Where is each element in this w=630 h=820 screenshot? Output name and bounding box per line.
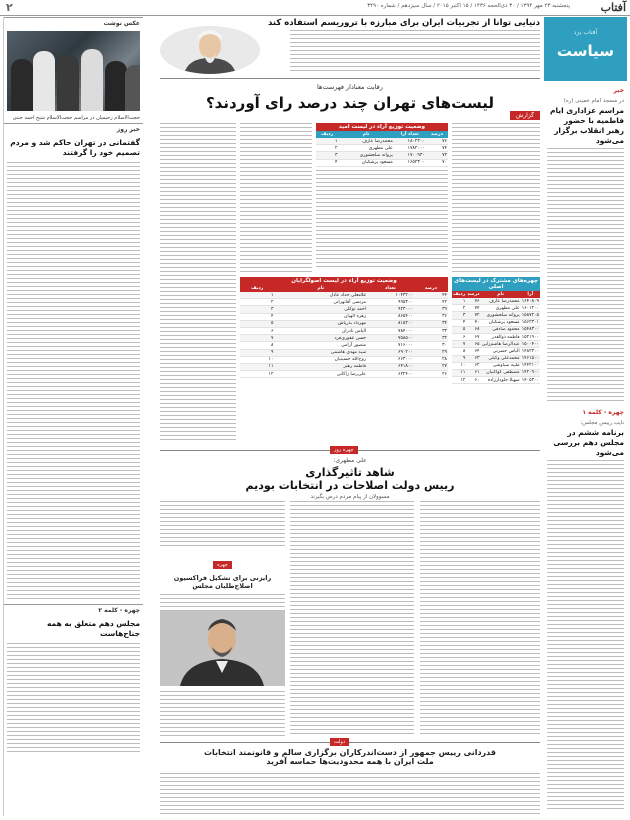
- table-cell: ۷۴: [466, 305, 480, 312]
- table-cell: ۱۴۰۵۳۰۰: [521, 377, 539, 383]
- table-cell: ۷۶: [466, 298, 480, 305]
- table-row: [316, 145, 448, 152]
- table-cell: ۱۴۲۰۹۰۰: [521, 370, 539, 376]
- table-cell: علی مطهری: [338, 145, 393, 152]
- feature-column-3: [240, 123, 312, 273]
- table-cell: ۴: [452, 319, 466, 326]
- table-principlists-title: وضعیت توزیع آراء در لیست اصولگرایان: [240, 277, 448, 285]
- table-header-cell: ردیف: [316, 131, 338, 138]
- table-row: [316, 138, 448, 145]
- roz-body-text: [7, 162, 140, 602]
- news2-label: چهره - کلمه ۱: [582, 409, 624, 416]
- table-cell: ۹: [240, 349, 274, 356]
- table-cell: سهیلا جلودارزاده: [481, 377, 521, 384]
- table-cell: ۵: [452, 326, 466, 333]
- table-cell: الیاس نادران: [274, 327, 367, 334]
- feature-kicker: رقابت معنادار فهرست‌ها: [317, 83, 383, 91]
- table-cell: ۸۱۵۲۰۰: [367, 320, 414, 327]
- table-row: [240, 320, 448, 327]
- table-cell: ۷: [452, 341, 466, 348]
- pullquote-tag: چهره: [213, 561, 232, 569]
- table-row: [452, 298, 540, 305]
- table-cell: ۶۳: [466, 355, 480, 362]
- table-cell: مصطفی کواکبیان: [481, 369, 521, 376]
- table-cell: ۶۲۲۴۰۰: [367, 371, 414, 378]
- table-row: [240, 292, 448, 299]
- table-cell: ۷۰: [466, 319, 480, 326]
- feature-column-4: [160, 123, 236, 443]
- table-row: [240, 371, 448, 378]
- table-cell: ۴۴: [414, 292, 448, 299]
- news-label: خبر: [613, 87, 624, 94]
- table-row: [452, 369, 540, 376]
- table-cell: ۹۹۵۳۰۰: [367, 299, 414, 306]
- table-principlists: [240, 277, 448, 378]
- table-row: [316, 152, 448, 159]
- table-cell: زهره الهیان: [274, 313, 367, 320]
- bottom-headline[interactable]: مجلس دهم متعلق به همه جناح‌هاست: [47, 619, 140, 638]
- table-common-title: چهره‌های مشترک در لیست‌های اصلی: [452, 277, 540, 291]
- table-cell: ۱: [240, 292, 274, 299]
- news-body-text: [547, 148, 624, 403]
- table-row: [316, 159, 448, 166]
- interview-headline-1[interactable]: شاهد تاثیرگذاری: [305, 466, 395, 479]
- table-cell: پروانه سلحشوری: [481, 312, 521, 319]
- table-omid-text: [316, 170, 448, 270]
- table-cell: ۶۱: [466, 369, 480, 376]
- table-cell: ۲: [452, 305, 466, 312]
- table-cell: مهرداد بذرپاش: [274, 320, 367, 327]
- table-cell: ۶۴: [466, 348, 480, 355]
- table-cell: ۴: [240, 313, 274, 320]
- bottom-body-text: [7, 643, 140, 753]
- table-row: [240, 299, 448, 306]
- masthead: [0, 0, 630, 16]
- table-row: [452, 333, 540, 340]
- table-cell: ۲۹: [414, 349, 448, 356]
- table-row: [452, 362, 540, 369]
- table-cell: ۳: [452, 312, 466, 319]
- table-cell: فاطمه ذوالقدر: [481, 333, 521, 340]
- interview-author: علی مطهری:: [333, 457, 367, 464]
- table-cell: ۱۲: [452, 377, 466, 384]
- table-header-cell: درصد: [426, 131, 448, 138]
- table-header-cell: ردیف: [453, 292, 466, 297]
- news-headline[interactable]: مراسم عزاداری ایام فاطمیه با حضور رهبر انقلاب برگزار می‌شود: [549, 106, 624, 145]
- table-cell: علی مطهری: [481, 305, 521, 312]
- table-cell: ۱۰: [240, 356, 274, 363]
- table-header-cell: نام: [481, 291, 521, 298]
- table-cell: فاطمه رهبر: [274, 363, 367, 370]
- table-cell: ۲۶: [414, 371, 448, 378]
- interview-column-3-top: [160, 501, 285, 547]
- government-headline-1[interactable]: قدردانی رییس جمهور از دست‌اندرکاران برگزاری سالم و قانونمند انتخابات: [203, 748, 497, 757]
- table-header-cell: تعداد آرا: [394, 131, 426, 138]
- interview-headline-2[interactable]: رییس دولت اصلاحات در انتخابات بودیم: [245, 479, 455, 492]
- table-cell: ۱۵۸۷۲۰۵: [521, 312, 539, 318]
- interview-section: [160, 447, 540, 740]
- table-cell: ۷۲: [426, 152, 448, 159]
- roz-section-label: خبر روز: [4, 123, 143, 135]
- table-cell: ۷۵۸۵۰۰: [367, 335, 414, 342]
- table-header-cell: درصد: [467, 292, 480, 297]
- table-row: [452, 312, 540, 319]
- table-cell: ۳: [240, 306, 274, 313]
- news-photo: [7, 31, 140, 111]
- newspaper-logo: آفتاب: [600, 1, 626, 14]
- table-cell: ۳۴: [414, 320, 448, 327]
- photo-section-label: عکس نوشت: [4, 17, 143, 29]
- page-number: ۲: [6, 1, 13, 14]
- table-cell: ۱: [316, 138, 338, 145]
- table-cell: ۱: [452, 298, 466, 305]
- table-cell: ۶۶۳۰۰۰: [367, 356, 414, 363]
- news-intro: در مسجد امام خمینی (ره): [563, 98, 624, 104]
- table-cell: ۸: [452, 348, 466, 355]
- table-cell: ۸۶۵۴۰۰: [367, 313, 414, 320]
- news2-body-text: [547, 460, 624, 810]
- table-cell: ۶: [240, 327, 274, 334]
- dateline: پنجشنبه ۲۳ مهر ۱۳۹۴ / ۳۰ ذی‌الحجه ۱۴۳۶ / ۱۵ اکتبر ۲۰۱۵ / سال سیزدهم / شماره ۳۴۹۰: [367, 3, 570, 9]
- table-cell: ۶۴۱۸۰۰: [367, 363, 414, 370]
- lead-story: [160, 18, 540, 74]
- table-row: [240, 306, 448, 313]
- table-cell: ۶۲: [466, 362, 480, 369]
- table-cell: ۸: [240, 342, 274, 349]
- table-cell: ۶: [452, 333, 466, 340]
- table-cell: مسعود پزشکیان: [338, 159, 393, 166]
- table-cell: ۱۸۰۲۳۰۰: [394, 138, 426, 145]
- section-pre-label: آفتاب یزد: [573, 29, 598, 36]
- feature-story: [160, 78, 540, 448]
- interview-column-3-bottom: [160, 691, 285, 737]
- table-cell: مسعود پزشکیان: [481, 319, 521, 326]
- table-cell: ۷۱۶۰۰۰: [367, 342, 414, 349]
- table-cell: محمود صادقی: [481, 326, 521, 333]
- table-cell: ۲۸: [414, 356, 448, 363]
- table-cell: سید مهدی هاشمی: [274, 349, 367, 356]
- table-header-cell: تعداد: [367, 285, 414, 292]
- table-row: [240, 356, 448, 363]
- table-cell: غلامعلی حداد عادل: [274, 292, 367, 299]
- table-header-cell: درصد: [414, 285, 448, 292]
- table-common: [452, 277, 540, 384]
- pullquote-headline[interactable]: رایزنی برای تشکیل فراکسیون اصلاح‌طلبان مجلس: [173, 574, 272, 590]
- table-cell: ۱۵۰۰۴۰۰: [521, 341, 539, 347]
- government-body-text: [160, 773, 540, 815]
- table-header-cell: نام: [274, 285, 367, 292]
- government-section: [160, 739, 540, 816]
- table-cell: ۱۵۴۸۳۰۰: [521, 327, 539, 333]
- table-cell: احمد توکلی: [274, 306, 367, 313]
- table-cell: محمدعلی وکیلی: [481, 355, 521, 362]
- table-cell: حسن غفوری‌فرد: [274, 335, 367, 342]
- table-cell: ۱۷۰۰۹۳۰: [394, 152, 426, 159]
- table-cell: ۱۰۴۳۲۰۰: [367, 292, 414, 299]
- government-headline-2[interactable]: ملت ایران با همه محدودیت‌ها حماسه آفرید: [266, 757, 434, 766]
- table-cell: ۳۰: [414, 342, 448, 349]
- table-row: [452, 341, 540, 348]
- table-row: [452, 305, 540, 312]
- table-cell: ۵: [240, 320, 274, 327]
- table-cell: محمدرضا عارف: [338, 138, 393, 145]
- table-cell: ۷۲: [466, 312, 480, 319]
- table-cell: ۲۷: [414, 363, 448, 370]
- left-column: [3, 17, 143, 816]
- table-cell: علی‌رضا زاکانی: [274, 371, 367, 378]
- table-cell: ۱۶۵۲۳۰۰: [394, 159, 426, 166]
- table-cell: ۳۳: [414, 327, 448, 334]
- table-cell: ۹: [452, 355, 466, 362]
- table-cell: ۶۵: [466, 341, 480, 348]
- table-cell: ۴۲: [414, 299, 448, 306]
- table-row: [240, 313, 448, 320]
- interviewee-photo: [160, 611, 285, 686]
- government-tag: دولت: [330, 738, 349, 746]
- interview-tag: چهره روز: [330, 446, 358, 454]
- feature-column-1: [452, 123, 540, 273]
- lead-portrait-image: [160, 26, 260, 74]
- interview-subhead: مسوولان از پیام مردم درس بگیرند: [310, 494, 390, 500]
- table-cell: ۳: [316, 152, 338, 159]
- table-cell: ۱۴۸۲۳۰۰: [521, 348, 539, 354]
- table-row: [452, 326, 540, 333]
- politics-sidebar: [544, 17, 627, 816]
- table-cell: ۷۸۴۰۰۰: [367, 327, 414, 334]
- interview-column-2: [290, 501, 414, 737]
- table-row: [452, 348, 540, 355]
- lead-headline[interactable]: دنیایی توانا از تجربیات ایران برای مبارزه با تروریسم استفاده کند: [268, 18, 540, 28]
- section-header: [544, 17, 627, 81]
- bottom-section-label: چهره - کلمه ۲: [4, 604, 143, 616]
- table-omid: [316, 123, 448, 270]
- table-cell: الیاس حضرتی: [481, 348, 521, 355]
- table-cell: مرتضی آقاتهرانی: [274, 299, 367, 306]
- table-cell: ۳۶: [414, 313, 448, 320]
- table-cell: طیبه سیاوشی: [481, 362, 521, 369]
- table-cell: ۶۹۰۲۰۰: [367, 349, 414, 356]
- table-row: [240, 342, 448, 349]
- table-cell: ۱۴۶۱۵۰۰: [521, 356, 539, 362]
- table-cell: ۴: [316, 159, 338, 166]
- table-row: [240, 335, 448, 342]
- table-cell: ۱۲: [240, 371, 274, 378]
- table-cell: ۱۷۸۲۰۰۰: [394, 145, 426, 152]
- table-cell: ۲: [240, 299, 274, 306]
- interview-column-1: [420, 501, 540, 737]
- table-row: [240, 363, 448, 370]
- table-cell: ۱۱: [452, 369, 466, 376]
- table-cell: ۱۶۴۰۸۰۹: [521, 298, 539, 304]
- table-cell: ۲: [316, 145, 338, 152]
- table-cell: ۱۰: [452, 362, 466, 369]
- table-cell: ۱۵۲۱۹۰۰: [521, 334, 539, 340]
- table-cell: ۶۷: [466, 333, 480, 340]
- table-cell: ۷۶: [426, 138, 448, 145]
- table-omid-title: وضعیت توزیع آراء در لیست امید: [316, 123, 448, 131]
- table-row: [452, 319, 540, 326]
- feature-headline[interactable]: لیست‌های تهران چند درصد رای آوردند؟: [205, 94, 494, 112]
- table-cell: ۳۹: [414, 306, 448, 313]
- table-row: [240, 327, 448, 334]
- table-cell: ۹۲۳۰۰۰: [367, 306, 414, 313]
- photo-caption: حجت‌الاسلام رحیمیان در مراسم حجت‌الاسلام شیخ احمد جنتی: [12, 115, 140, 121]
- news2-headline[interactable]: برنامه ششم در مجلس دهم بررسی می‌شود: [553, 428, 624, 457]
- table-principlists-grid: [240, 285, 448, 378]
- table-omid-grid: [316, 131, 448, 167]
- table-cell: ۶۰: [466, 377, 480, 384]
- table-row: [452, 377, 540, 384]
- table-cell: پروانه سلحشوری: [338, 152, 393, 159]
- table-cell: ۱۵۶۲۳۰۱: [521, 320, 539, 326]
- table-cell: ۱۴۴۲۱۰۰: [521, 363, 539, 369]
- table-cell: ۱۱: [240, 363, 274, 370]
- lead-body-text: [290, 30, 540, 72]
- table-cell: ۷۰: [426, 159, 448, 166]
- table-common-grid: [452, 291, 540, 384]
- report-label: گزارش: [510, 111, 540, 120]
- table-cell: روح‌الله حسینیان: [274, 356, 367, 363]
- roz-headline[interactable]: گفتمانی در تهران حاکم شد و مردم تصمیم خود را گرفتند: [10, 138, 140, 157]
- table-cell: ۶۸: [466, 326, 480, 333]
- table-cell: ۷۴: [426, 145, 448, 152]
- news2-intro: نایب رییس مجلس:: [580, 420, 624, 426]
- table-cell: عبدالرضا هاشم‌زایی: [481, 341, 520, 347]
- table-cell: منصور آرامی: [274, 342, 367, 349]
- table-cell: ۷: [240, 335, 274, 342]
- table-cell: محمدرضا عارف: [481, 298, 521, 305]
- table-header-cell: ردیف: [240, 285, 274, 292]
- table-row: [452, 355, 540, 362]
- section-title: سیاست: [556, 42, 615, 60]
- table-row: [240, 349, 448, 356]
- table-cell: ۳۲: [414, 335, 448, 342]
- table-header-cell: آرا: [521, 291, 540, 298]
- table-header-cell: نام: [338, 131, 393, 138]
- table-cell: ۱۶۰۱۲۰۰: [521, 305, 539, 311]
